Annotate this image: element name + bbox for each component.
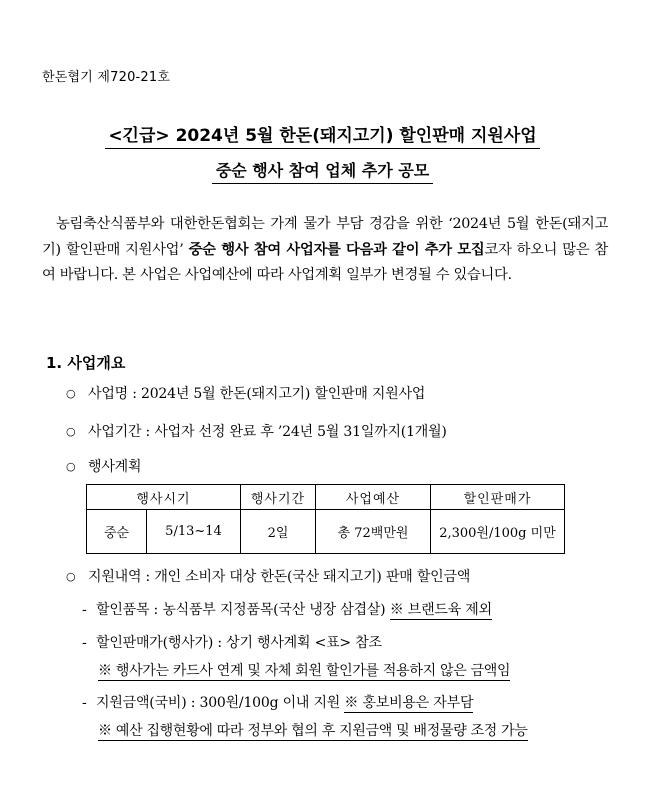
table-header-cell: 행사기간 [241,485,316,510]
intro-bold-text: 중순 행사 참여 사업자를 다음과 같이 추가 모집 [188,241,485,258]
bullet-event-plan [66,456,141,476]
table-header-cell: 행사시기 [87,485,241,510]
bullet-business-name [66,383,425,403]
sub-item-price [82,632,382,652]
price-label: 할인판매가(행사가) : 상기 행사계획 <표> 참조 [96,635,382,651]
table-cell: 2일 [241,510,316,554]
amount-label: 지원금액(국비) : 300원/100g 이내 지원 [96,695,345,711]
table-header-cell: 할인판매가 [431,485,565,510]
table-cell: 2,300원/100g 미만 [431,510,565,554]
price-note: ※ 행사가는 카드사 연계 및 자체 회원 할인가를 적용하지 않은 금액임 [98,663,511,679]
intro-paragraph [42,212,608,289]
table-cell: 중순 [87,510,147,554]
table-cell: 총 72백만원 [316,510,431,554]
event-plan-table [86,484,565,554]
product-label: 할인품목 : 농식품부 지정품목(국산 냉장 삼겹살) [96,602,390,618]
event-plan-text: 행사계획 [88,459,142,475]
bullet-circle-icon: ○ [66,460,76,473]
product-note: ※ 브랜드육 제외 [389,602,492,618]
budget-note-line [98,720,528,740]
intro-text-part2: 코자 하오니 많은 참여 바랍니다. 본 사업은 사업예산에 따라 사업계획 일부가 변경될 수 있습니다. [42,241,608,284]
business-period-text: 사업기간 : 사업자 선정 완료 후 ’24년 5월 31일까지(1개월) [88,424,447,440]
dash-marker: - [82,602,87,618]
title-line-2-text: 중순 행사 참여 업체 추가 공모 [212,158,433,184]
sub-item-product [82,599,492,619]
dash-marker: - [82,635,87,651]
document-number: 한돈협기 제720-21호 [42,70,171,85]
bullet-circle-icon: ○ [66,425,76,438]
title-line-1 [0,121,645,149]
bullet-business-period [66,421,447,441]
bullet-circle-icon: ○ [66,387,76,400]
price-note-line [98,660,510,680]
bullet-circle-icon: ○ [66,570,76,583]
budget-note: ※ 예산 집행현황에 따라 정부와 협의 후 지원금액 및 배정물량 조정 가능 [98,723,528,739]
bullet-support-detail [66,566,470,586]
title-line-2 [0,158,645,184]
table-row [87,510,565,554]
table-header-row [87,485,565,510]
support-detail-text: 지원내역 : 개인 소비자 대상 한돈(국산 돼지고기) 판매 할인금액 [88,569,471,585]
amount-note: ※ 홍보비용은 자부담 [344,695,474,711]
sub-item-amount [82,692,473,712]
table-header-cell: 사업예산 [316,485,431,510]
section-1-title: 1. 사업개요 [46,354,126,372]
intro-text-part1: 농림축산식품부와 대한한돈협회는 가계 물가 부담 경감을 위한 ‘2024년 5월 한돈(돼지고기) 할인판매 지원사업’ [42,216,608,258]
dash-marker: - [82,695,87,711]
title-line-1-text: <긴급> 2024년 5월 한돈(돼지고기) 할인판매 지원사업 [105,121,539,149]
table-cell: 5/13~14 [147,510,241,554]
business-name-text: 사업명 : 2024년 5월 한돈(돼지고기) 할인판매 지원사업 [88,386,426,402]
